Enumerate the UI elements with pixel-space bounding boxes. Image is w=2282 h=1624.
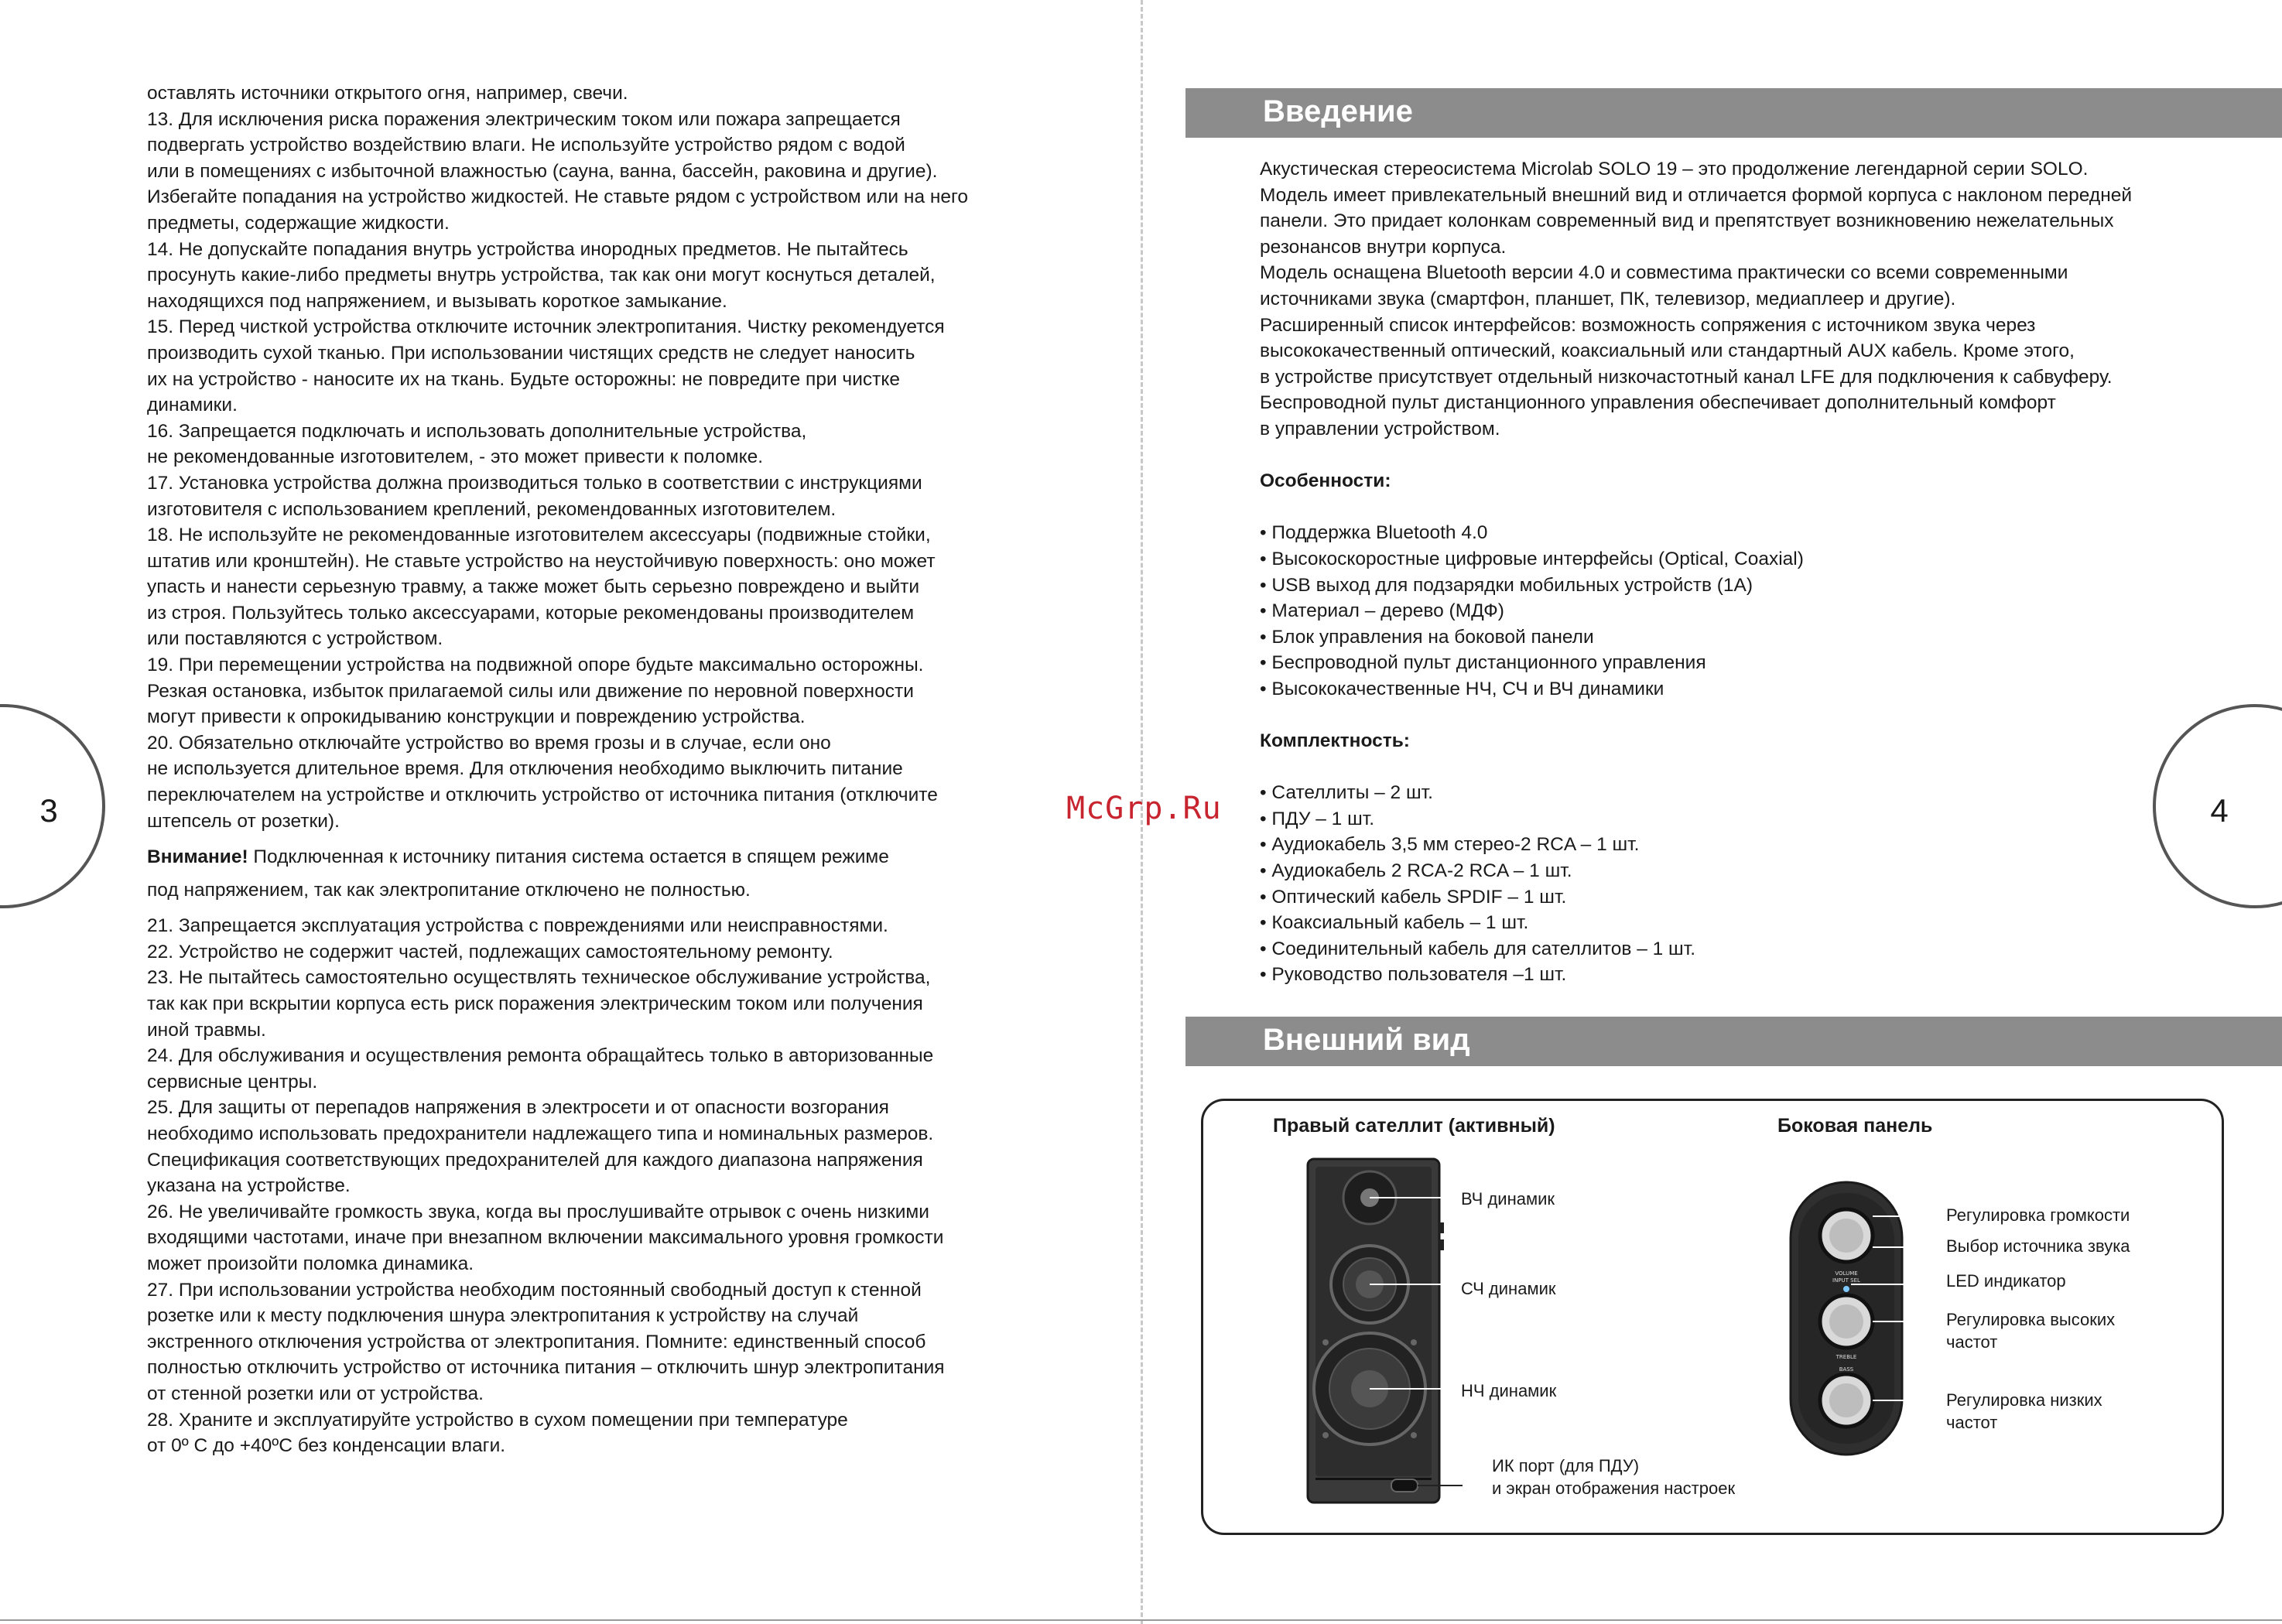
package-item: • Соединительный кабель для сателлитов – 1 шт. bbox=[1260, 938, 1696, 959]
text-line: 16. Запрещается подключать и использовать дополнительные устройства, bbox=[147, 420, 807, 442]
intro-line: в устройстве присутствует отдельный низкочастотный канал LFE для подключения к сабвуферу. bbox=[1260, 366, 2113, 388]
intro-title: Введение bbox=[1263, 94, 1413, 128]
watermark: McGrp.Ru bbox=[1066, 791, 1222, 826]
text-line: упасть и нанести серьезную травму, а также может быть серьезно повреждено и выйти bbox=[147, 576, 920, 598]
text-line: полностью отключить устройство от источника питания – отключить шнур электропитания bbox=[147, 1357, 945, 1379]
feature-item: • Блок управления на боковой панели bbox=[1260, 626, 1594, 648]
text-line: находящихся под напряжением, и вызывать короткое замыкание. bbox=[147, 290, 727, 312]
intro-paragraph bbox=[1260, 156, 2258, 443]
text-line: Резкая остановка, избыток прилагаемой силы или движение по неровной поверхности bbox=[147, 680, 914, 702]
text-line: иной травмы. bbox=[147, 1019, 266, 1041]
features-title: Особенности: bbox=[1260, 470, 1391, 492]
text-line: 18. Не используйте не рекомендованные изготовителем аксессуары (подвижные стойки, bbox=[147, 525, 931, 546]
intro-line: источниками звука (смартфон, планшет, ПК, телевизор, медиаплеер и другие). bbox=[1260, 288, 1956, 309]
package-item: • Сателлиты – 2 шт. bbox=[1260, 782, 1433, 804]
text-line: сервисные центры. bbox=[147, 1071, 318, 1092]
callout-led: LED индикатор bbox=[1946, 1271, 2066, 1291]
text-line: предметы, содержащие жидкости. bbox=[147, 212, 450, 234]
intro-line: Расширенный список интерфейсов: возможность сопряжения с источником звука через bbox=[1260, 314, 2036, 336]
callout-volume: Регулировка громкости bbox=[1946, 1205, 2130, 1225]
text-line: 21. Запрещается эксплуатация устройства с повреждениями или неисправностями. bbox=[147, 915, 888, 937]
bottom-line bbox=[0, 1619, 2282, 1621]
text-line: или поставляются с устройством. bbox=[147, 628, 443, 650]
text-line: Спецификация соответствующих предохранителей для каждого диапазона напряжения bbox=[147, 1149, 923, 1171]
text-line: 22. Устройство не содержит частей, подлежащих самостоятельному ремонту. bbox=[147, 941, 833, 962]
text-line: 23. Не пытайтесь самостоятельно осуществлять техническое обслуживание устройства, bbox=[147, 967, 931, 989]
text-line: штепсель от розетки). bbox=[147, 810, 340, 832]
text-line: 24. Для обслуживания и осуществления ремонта обращайтесь только в авторизованные bbox=[147, 1045, 934, 1067]
side-panel-illustration bbox=[1780, 1176, 1950, 1462]
package-item: • Коаксиальный кабель – 1 шт. bbox=[1260, 912, 1529, 934]
package-item: • Аудиокабель 3,5 мм стерео-2 RCA – 1 шт. bbox=[1260, 834, 1640, 856]
left-page-text bbox=[147, 80, 1045, 1459]
package-item: • Аудиокабель 2 RCA-2 RCA – 1 шт. bbox=[1260, 860, 1572, 882]
speaker-title: Правый сателлит (активный) bbox=[1273, 1115, 1555, 1137]
ir-port-icon bbox=[1391, 1479, 1418, 1492]
feature-item: • USB выход для подзарядки мобильных устройств (1А) bbox=[1260, 574, 1753, 596]
text-line: 27. При использовании устройства необходим постоянный свободный доступ к стенной bbox=[147, 1279, 922, 1301]
text-line: 25. Для защиты от перепадов напряжения в электросети и от опасности возгорания bbox=[147, 1097, 889, 1119]
callout-bass-line2: частот bbox=[1946, 1413, 1998, 1432]
feature-item: • Беспроводной пульт дистанционного управления bbox=[1260, 652, 1706, 674]
text-line: из строя. Пользуйтесь только аксессуарами, которые рекомендованы производителем bbox=[147, 602, 915, 624]
intro-line: Акустическая стереосистема Microlab SOLO 19 – это продолжение легендарной серии SOLO. bbox=[1260, 159, 2089, 179]
text-line: 20. Обязательно отключайте устройство во время грозы и в случае, если оно bbox=[147, 732, 831, 754]
page-number-right: 4 bbox=[2210, 792, 2229, 829]
intro-line: в управлении устройством. bbox=[1260, 418, 1500, 439]
package-item: • ПДУ – 1 шт. bbox=[1260, 808, 1375, 829]
text-line: экстренного отключения устройства от электропитания. Помните: единственный способ bbox=[147, 1331, 926, 1352]
text-line: входящими частотами, иначе при внезапном включении максимального уровня громкости bbox=[147, 1227, 944, 1249]
intro-line: панели. Это придает колонкам современный вид и препятствует возникновению нежелательных bbox=[1260, 210, 2114, 232]
warning-note bbox=[147, 840, 1045, 907]
knob-label-input: INPUT SEL bbox=[1832, 1277, 1860, 1284]
feature-item: • Материал – дерево (МДФ) bbox=[1260, 600, 1504, 622]
callout-mid: СЧ динамик bbox=[1461, 1279, 1556, 1298]
intro-line: Модель оснащена Bluetooth версии 4.0 и совместима практически со всеми современными bbox=[1260, 262, 2068, 284]
text-line: от стенной розетки или от устройства. bbox=[147, 1383, 484, 1404]
callout-treble bbox=[1946, 1308, 2115, 1353]
intro-line: Модель имеет привлекательный внешний вид и отличается формой корпуса с наклоном передней bbox=[1260, 184, 2133, 206]
panel-title: Боковая панель bbox=[1777, 1115, 1933, 1137]
text-line: 13. Для исключения риска поражения электрическим током или пожара запрещается bbox=[147, 108, 901, 130]
text-line: просунуть какие-либо предметы внутрь устройства, так как они могут коснуться деталей, bbox=[147, 265, 936, 286]
callout-woofer: НЧ динамик bbox=[1461, 1381, 1557, 1400]
callout-ir-line1: ИК порт (для ПДУ) bbox=[1492, 1456, 1640, 1475]
callout-source: Выбор источника звука bbox=[1946, 1236, 2130, 1256]
knob-label-volume: VOLUME bbox=[1835, 1270, 1858, 1277]
text-line: так как при вскрытии корпуса есть риск поражения электрическим током или получения bbox=[147, 993, 923, 1014]
text-line: 17. Установка устройства должна производиться только в соответствии с инструкциями bbox=[147, 472, 922, 494]
text-line: могут привести к опрокидыванию конструкции и повреждению устройства. bbox=[147, 706, 806, 728]
text-line: не рекомендованные изготовителем, - это может привести к поломке. bbox=[147, 446, 764, 468]
warning-text-2: под напряжением, так как электропитание отключено не полностью. bbox=[147, 880, 751, 901]
text-line: Избегайте попадания на устройство жидкостей. Не ставьте рядом с устройством или на него bbox=[147, 186, 969, 208]
callout-bass bbox=[1946, 1389, 2102, 1434]
text-line: указана на устройстве. bbox=[147, 1175, 351, 1197]
text-line: изготовителя с использованием креплений, рекомендованных изготовителем. bbox=[147, 498, 837, 520]
text-line: подвергать устройство воздействию влаги. Не используйте устройство рядом с водой bbox=[147, 135, 905, 156]
appearance-title: Внешний вид bbox=[1263, 1023, 1470, 1057]
text-line: 14. Не допускайте попадания внутрь устройства инородных предметов. Не пытайтесь bbox=[147, 238, 908, 260]
intro-line: резонансов внутри корпуса. bbox=[1260, 236, 1507, 258]
text-line: производить сухой тканью. При использовании чистящих средств не следует наносить bbox=[147, 342, 915, 364]
text-line: необходимо использовать предохранители надлежащего типа и номинальных размеров. bbox=[147, 1123, 934, 1144]
callout-ir-port bbox=[1492, 1455, 1735, 1499]
warning-text-1: Подключенная к источнику питания система остается в спящем режиме bbox=[248, 846, 889, 868]
package-title: Комплектность: bbox=[1260, 730, 1410, 752]
callout-bass-line1: Регулировка низких bbox=[1946, 1390, 2102, 1410]
package-item: • Оптический кабель SPDIF – 1 шт. bbox=[1260, 886, 1567, 908]
text-line: 19. При перемещении устройства на подвижной опоре будьте максимально осторожны. bbox=[147, 655, 924, 676]
page-number-left: 3 bbox=[39, 792, 58, 829]
text-line: 15. Перед чисткой устройства отключите источник электропитания. Чистку рекомендуется bbox=[147, 316, 945, 338]
callout-treble-line1: Регулировка высоких bbox=[1946, 1310, 2116, 1329]
callout-treble-line2: частот bbox=[1946, 1332, 1998, 1352]
safety-list-part-1 bbox=[147, 80, 1045, 834]
text-line: оставлять источники открытого огня, например, свечи. bbox=[147, 83, 628, 104]
text-line: розетке или к месту подключения шнура электропитания к устройству на случай bbox=[147, 1305, 859, 1327]
text-line: переключателем на устройстве и отключить устройство от источника питания (отключите bbox=[147, 785, 938, 806]
text-line: от 0º С до +40ºС без конденсации влаги. bbox=[147, 1435, 506, 1457]
led-indicator-icon bbox=[1843, 1286, 1849, 1292]
right-page-text bbox=[1260, 156, 2258, 988]
text-line: их на устройство - наносите их на ткань. Будьте осторожны: не повредите при чистке bbox=[147, 368, 900, 390]
package-item: • Руководство пользователя –1 шт. bbox=[1260, 964, 1567, 986]
knob-label-bass: BASS bbox=[1839, 1366, 1854, 1373]
text-line: или в помещениях с избыточной влажностью (сауна, ванна, бассейн, раковина и другие). bbox=[147, 160, 938, 182]
package-list bbox=[1260, 780, 2258, 988]
feature-item: • Высокоскоростные цифровые интерфейсы (Optical, Coaxial) bbox=[1260, 548, 1804, 569]
safety-list-part-2 bbox=[147, 913, 1045, 1458]
text-line: не используется длительное время. Для отключения необходимо выключить питание bbox=[147, 758, 903, 780]
section-bar-appearance bbox=[1185, 1017, 2282, 1066]
intro-line: высококачественный оптический, коаксиальный или стандартный AUX кабель. Кроме этого, bbox=[1260, 340, 2075, 362]
intro-line: Беспроводной пульт дистанционного управления обеспечивает дополнительный комфорт bbox=[1260, 392, 2056, 414]
features-list bbox=[1260, 520, 2258, 702]
warning-label: Внимание! bbox=[147, 846, 248, 868]
knob-label-treble: TREBLE bbox=[1836, 1354, 1857, 1360]
callout-tweeter: ВЧ динамик bbox=[1461, 1189, 1555, 1209]
text-line: штатив или кронштейн). Не ставьте устройство на неустойчивую поверхность: оно может bbox=[147, 550, 936, 572]
text-line: 26. Не увеличивайте громкость звука, когда вы прослушивайте отрывок с очень низкими bbox=[147, 1201, 929, 1222]
section-bar-intro bbox=[1185, 88, 2282, 138]
callout-ir-line2: и экран отображения настроек bbox=[1492, 1479, 1736, 1498]
feature-item: • Поддержка Bluetooth 4.0 bbox=[1260, 522, 1488, 544]
text-line: 28. Храните и эксплуатируйте устройство в сухом помещении при температуре bbox=[147, 1409, 848, 1431]
feature-item: • Высококачественные НЧ, СЧ и ВЧ динамики bbox=[1260, 678, 1664, 699]
text-line: может произойти поломка динамика. bbox=[147, 1253, 474, 1274]
speaker-illustration bbox=[1300, 1153, 1463, 1509]
text-line: динамики. bbox=[147, 395, 238, 416]
